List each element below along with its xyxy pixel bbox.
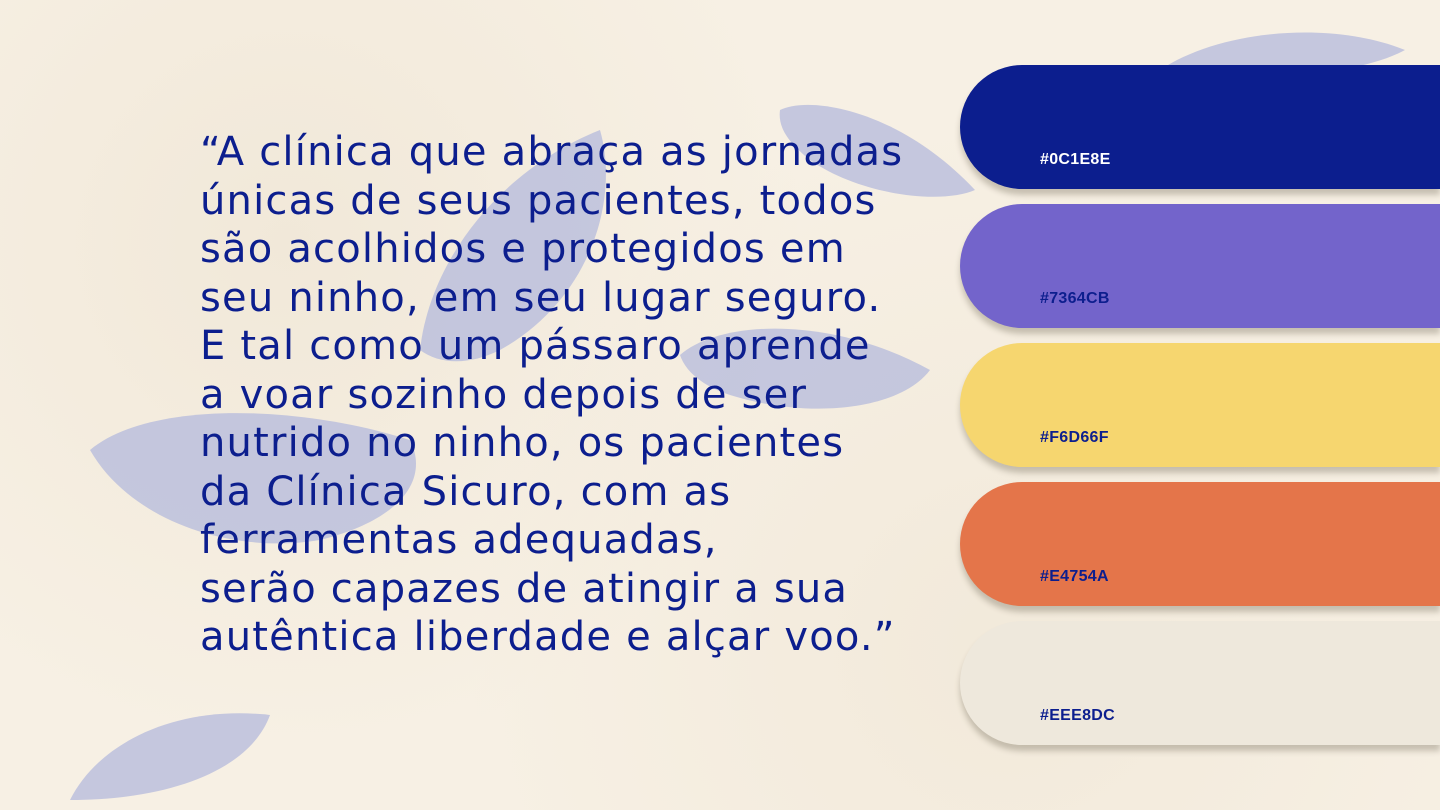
swatch-hex-label: #E4754A	[1040, 568, 1109, 585]
swatch-hex-label: #EEE8DC	[1040, 707, 1116, 724]
swatch-hex-label: #0C1E8E	[1040, 151, 1111, 168]
quote-line: seu ninho, em seu lugar seguro.	[200, 274, 882, 321]
quote-line: são acolhidos e protegidos em	[200, 226, 846, 272]
brand-quote	[200, 128, 940, 662]
color-swatch-orange	[960, 482, 1440, 606]
quote-line: únicas de seus pacientes, todos	[200, 177, 877, 224]
quote-line: “A clínica que abraça as jornadas	[200, 129, 904, 175]
leaf-shape	[70, 713, 270, 800]
quote-line: E tal como um pássaro aprende	[200, 323, 871, 369]
color-swatch-cream	[960, 621, 1440, 745]
quote-line: a voar sozinho depois de ser	[200, 371, 808, 418]
quote-line: autêntica liberdade e alçar voo.”	[200, 614, 896, 660]
quote-line: da Clínica Sicuro, com as	[200, 468, 732, 515]
swatch-hex-label: #7364CB	[1040, 290, 1110, 307]
color-swatch-yellow	[960, 343, 1440, 467]
color-swatch-navy	[960, 65, 1440, 189]
color-swatch-purple	[960, 204, 1440, 328]
quote-line: serão capazes de atingir a sua	[200, 565, 849, 612]
color-palette	[960, 0, 1440, 810]
quote-line: nutrido no ninho, os pacientes	[200, 420, 845, 466]
quote-line: ferramentas adequadas,	[200, 517, 718, 563]
swatch-hex-label: #F6D66F	[1040, 429, 1109, 446]
